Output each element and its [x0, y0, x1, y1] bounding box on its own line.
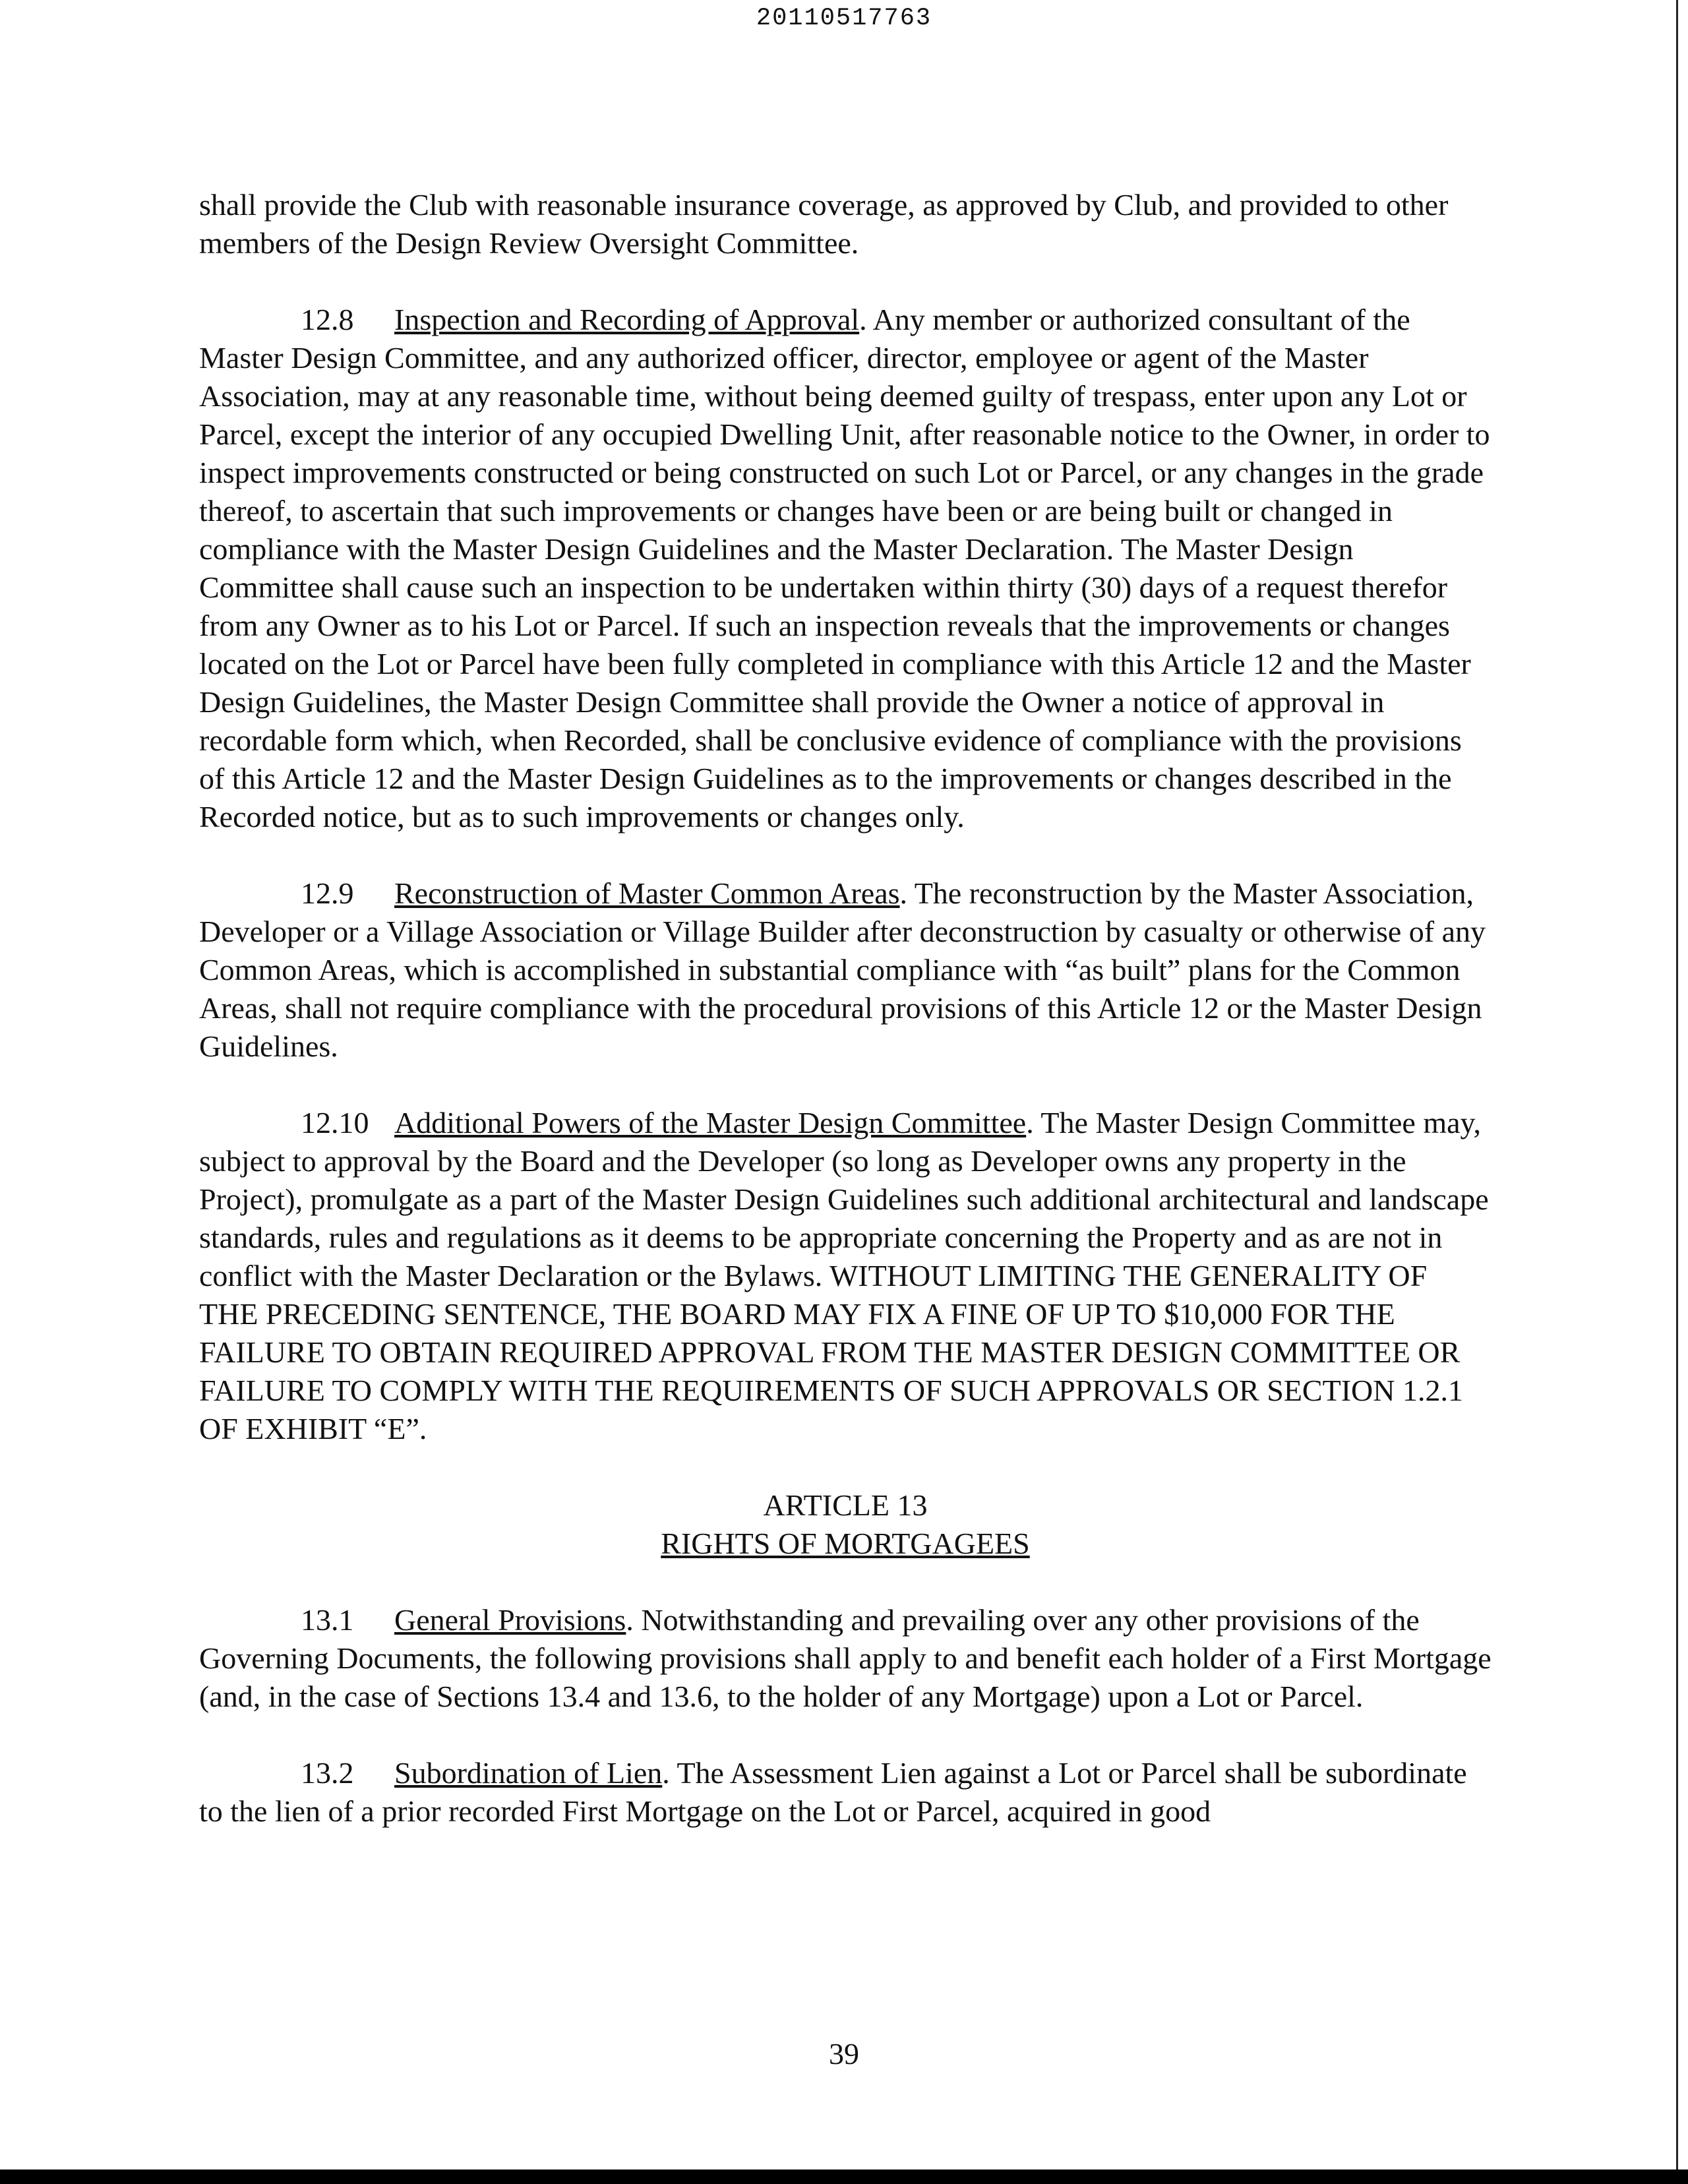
scan-bottom-bar [0, 2169, 1688, 2184]
section-title: Additional Powers of the Master Design Committee [394, 1106, 1027, 1139]
section-number: 12.9 [301, 876, 354, 910]
right-edge-rule [1676, 0, 1678, 2169]
page-number: 39 [829, 2037, 859, 2071]
section-text: . Notwithstanding and prevailing over any other provisions of the Governing Documents, the following provisions shall apply to and benefit each holder of a First Mortgage (and, in the case of Sections 13.4 and 13.6, to the holder of any Mortgage) upon a Lot or Parcel. [199, 1603, 1492, 1713]
section-text: . The Assessment Lien against a Lot or Parcel shall be subordinate to the lien of a prior recorded First Mortgage on the Lot or Parcel, acquired in good [199, 1756, 1467, 1828]
section-title: Subordination of Lien [394, 1756, 663, 1790]
section-text: . The Master Design Committee may, subject to approval by the Board and the Developer (so long as Developer owns any property in the Project), promulgate as a part of the Master Design Guidelines such additional architectural and landscape standards, rules and regulations as it deems to be appropriate concerning the Property and as are not in conflict with the Master Declaration or the Bylaws. WITHOUT LIMITING THE GENERALITY OF THE PRECEDING SENTENCE, THE BOARD MAY FIX A FINE OF UP TO $10,000 FOR THE FAILURE TO OBTAIN REQUIRED APPROVAL FROM THE MASTER DESIGN COMMITTEE OR FAILURE TO COMPLY WITH THE REQUIREMENTS OF SUCH APPROVALS OR SECTION 1.2.1 OF EXHIBIT “E”. [199, 1106, 1489, 1445]
article-title: RIGHTS OF MORTGAGEES [661, 1527, 1030, 1560]
paragraph-text: shall provide the Club with reasonable insurance coverage, as approved by Club, and provided to other members of the Design Review Oversight Committee. [199, 188, 1449, 260]
section-title: General Provisions [394, 1603, 626, 1637]
section-title: Reconstruction of Master Common Areas [394, 876, 900, 910]
page-body [199, 186, 1492, 1869]
article-label: ARTICLE 13 [763, 1488, 928, 1522]
section-number: 13.2 [301, 1756, 354, 1790]
section-text: . Any member or authorized consultant of the Master Design Committee, and any authorized officer, director, employee or agent of the Master Association, may at any reasonable time, without being deemed guilty of trespass, enter upon any Lot or Parcel, except the interior of any occupied Dwelling Unit, after reasonable notice to the Owner, in order to inspect improvements constructed or being constructed on such Lot or Parcel, or any changes in the grade thereof, to ascertain that such improvements or changes have been or are being built or changed in compliance with the Master Design Guidelines and the Master Declaration. The Master Design Committee shall cause such an inspection to be undertaken within thirty (30) days of a request therefor from any Owner as to his Lot or Parcel. If such an inspection reveals that the improvements or changes located on the Lot or Parcel have been fully completed in compliance with this Article 12 and the Master Design Guidelines, the Master Design Committee shall provide the Owner a notice of approval in recordable form which, when Recorded, shall be conclusive evidence of compliance with the provisions of this Article 12 and the Master Design Guidelines as to the improvements or changes described in the Recorded notice, but as to such improvements or changes only. [199, 303, 1490, 834]
section-number: 12.10 [301, 1106, 369, 1139]
paragraph-continuation [199, 186, 1492, 262]
section-13-1 [199, 1601, 1492, 1716]
section-number: 12.8 [301, 303, 354, 336]
document-number: 20110517763 [756, 5, 932, 32]
section-12-8 [199, 301, 1492, 836]
article-heading [199, 1486, 1492, 1563]
section-12-9 [199, 874, 1492, 1066]
section-text: . The reconstruction by the Master Association, Developer or a Village Association or Village Builder after deconstruction by casualty or otherwise of any Common Areas, which is accomplished in substantial compliance with “as built” plans for the Common Areas, shall not require compliance with the procedural provisions of this Article 12 or the Master Design Guidelines. [199, 876, 1486, 1063]
section-12-10 [199, 1104, 1492, 1448]
section-number: 13.1 [301, 1603, 354, 1637]
section-title: Inspection and Recording of Approval [394, 303, 860, 336]
section-13-2 [199, 1754, 1492, 1831]
